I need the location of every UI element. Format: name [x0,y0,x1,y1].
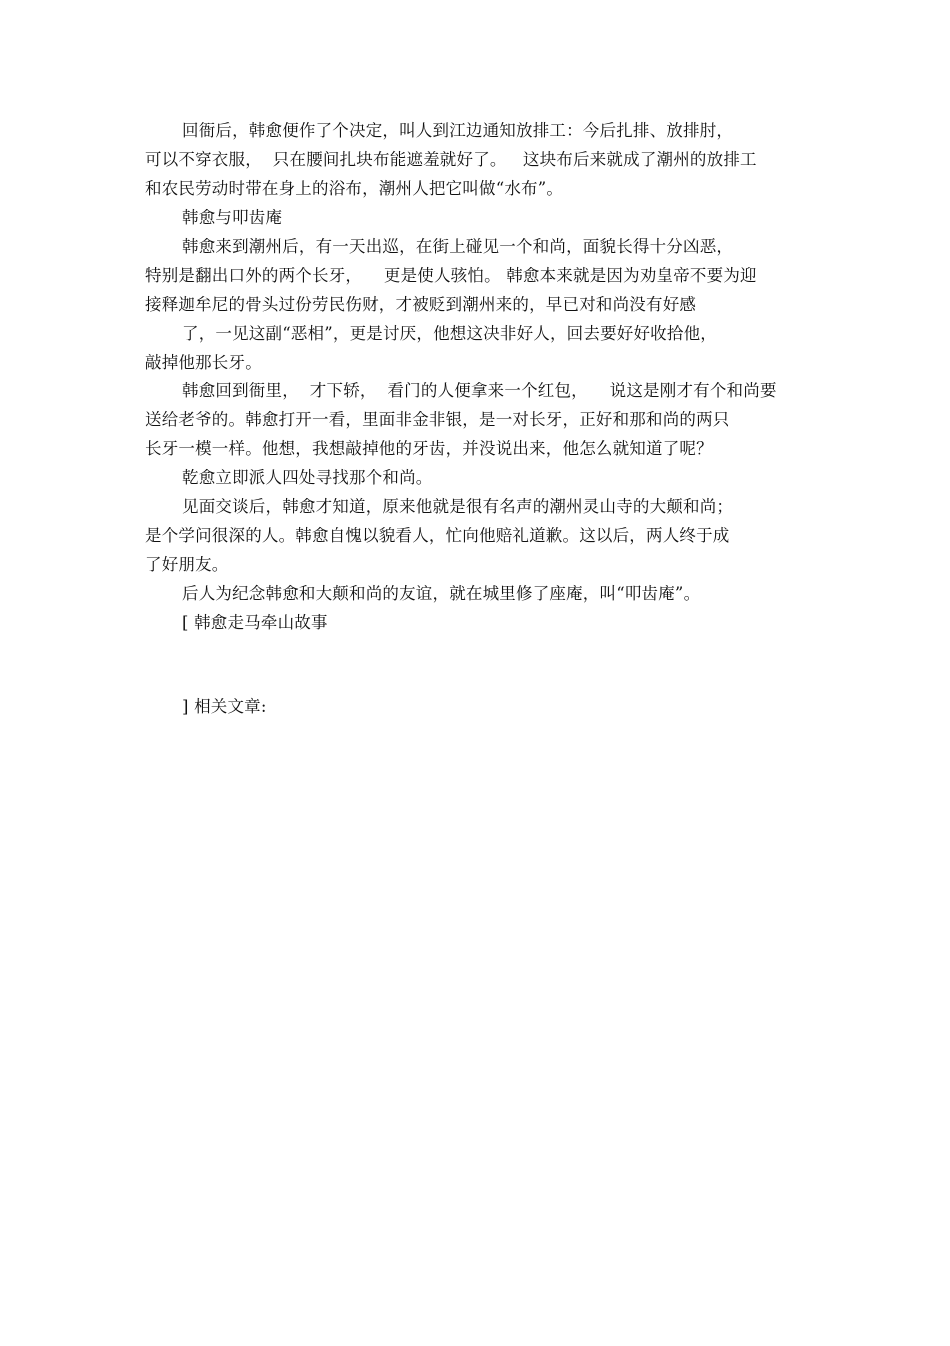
related-articles-label: ] 相关文章: [182,697,267,716]
paragraph-line: 乾愈立即派人四处寻找那个和尚。 [182,468,433,487]
paragraph-line: 接释迦牟尼的骨头过份劳民伤财，才被贬到潮州来的，早已对和尚没有好感 [145,295,697,314]
section-heading: 韩愈与叩齿庵 [182,208,283,227]
paragraph-line: 送给老爷的。韩愈打开一看，里面非金非银，是一对长牙，正好和那和尚的两只 [145,410,730,429]
paragraph-line: 了，一见这副“恶相”，更是讨厌，他想这决非好人，回去要好好收拾他， [182,324,717,343]
paragraph-line: 见面交谈后，韩愈才知道，原来他就是很有名声的潮州灵山寺的大颠和尚； [182,497,734,516]
paragraph-line: 回衙后，韩愈便作了个决定，叫人到江边通知放排工：今后扎排、放排肘， [182,121,734,140]
paragraph-line: 敲掉他那长牙。 [145,353,262,372]
paragraph-line: 韩愈回到衙里， 才下轿， 看门的人便拿来一个红包， 说这是刚才有个和尚要 [182,381,777,400]
paragraph-line: 韩愈来到潮州后，有一天出巡，在街上碰见一个和尚，面貌长得十分凶恶， [182,237,734,256]
paragraph-line: 可以不穿衣服， 只在腰间扎块布能遮羞就好了。 这块布后来就成了潮州的放排工 [145,150,757,169]
paragraph-line: 特别是翻出口外的两个长牙， 更是使人骇怕。 韩愈本来就是因为劝皇帝不要为迎 [145,266,757,285]
paragraph-line: 和农民劳动时带在身上的浴布，潮州人把它叫做“水布”。 [145,179,564,198]
story-link-text: [ 韩愈走马牵山故事 [182,613,328,632]
paragraph-line: 了好朋友。 [145,555,229,574]
paragraph-line: 长牙一模一样。他想，我想敲掉他的牙齿，并没说出来，他怎么就知道了呢？ [145,439,713,458]
paragraph-line: 后人为纪念韩愈和大颠和尚的友谊，就在城里修了座庵，叫“叩齿庵”。 [182,584,701,603]
paragraph-line: 是个学问很深的人。韩愈自愧以貌看人，忙向他赔礼道歉。这以后，两人终于成 [145,526,730,545]
